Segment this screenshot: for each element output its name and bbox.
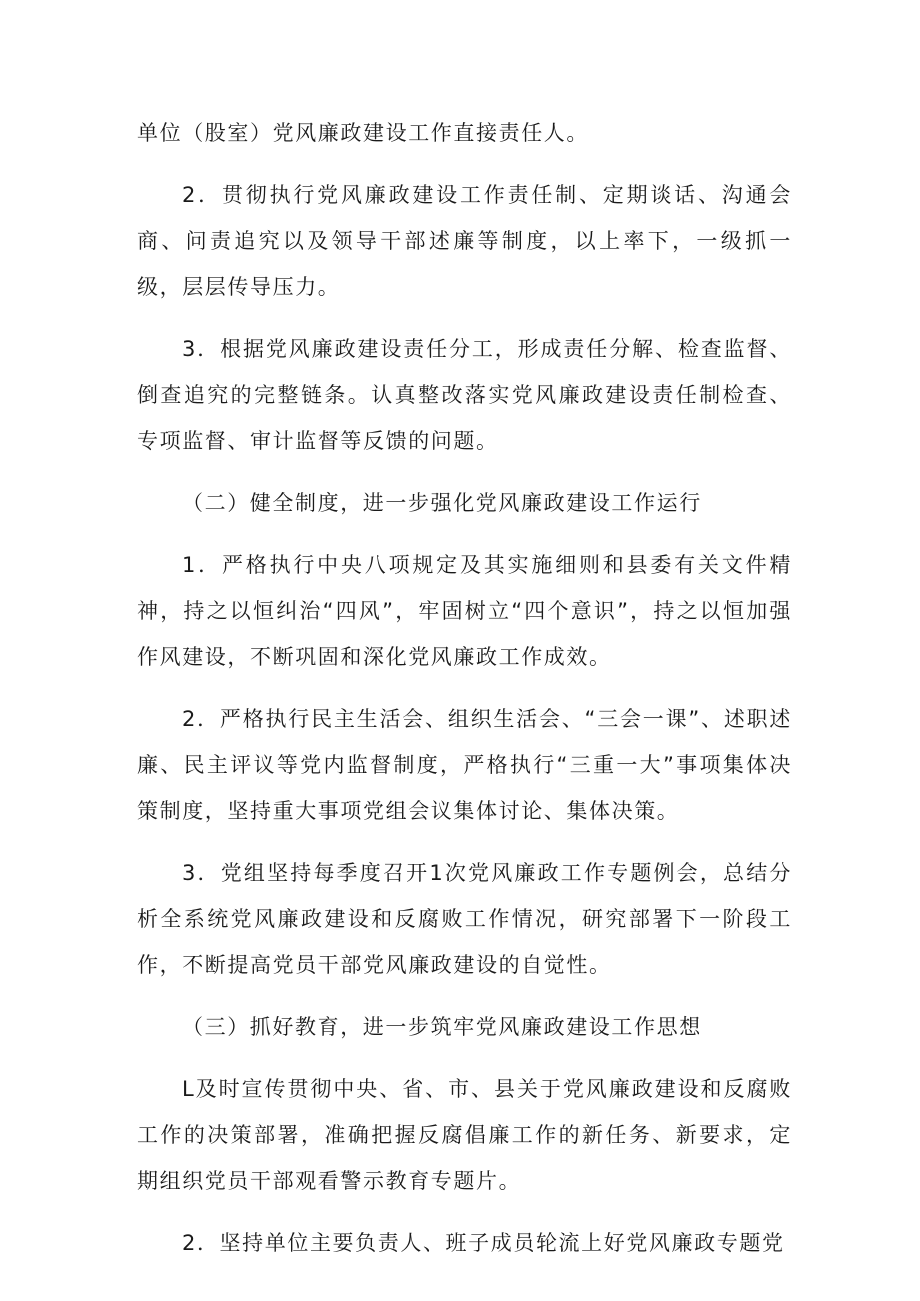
paragraph-item-2-supervision: 2．严格执行民主生活会、组织生活会、“三会一课”、述职述廉、民主评议等党内监督制度，严格执行“三重一大”事项集体决策制度，坚持重大事项党组会议集体讨论、集体决策。	[137, 707, 792, 823]
paragraph-item-2-responsibility: 2．贯彻执行党风廉政建设工作责任制、定期谈话、沟通会商、问责追究以及领导干部述廉等制度，以上率下，一级抓一级，层层传导压力。	[137, 183, 792, 299]
paragraph-item-3-quarterly-meeting: 3．党组坚持每季度召开1次党风廉政工作专题例会，总结分析全系统党风廉政建设和反腐败工作情况，研究部署下一阶段工作，不断提高党员干部党风廉政建设的自觉性。	[137, 861, 792, 977]
document-body	[137, 110, 792, 1282]
section-heading-2: （二）健全制度，进一步强化党风廉政建设工作运行	[182, 491, 702, 515]
paragraph-item-1-eight-rules: 1．严格执行中央八项规定及其实施细则和县委有关文件精神，持之以恒纠治“四风”，牢固树立“四个意识”，持之以恒加强作风建设，不断巩固和深化党风廉政工作成效。	[137, 553, 792, 669]
paragraph-item-2-lectures: 2．坚持单位主要负责人、班子成员轮流上好党风廉政专题党	[182, 1231, 785, 1255]
paragraph-item-3-division: 3．根据党风廉政建设责任分工，形成责任分解、检查监督、倒查追究的完整链条。认真整改落实党风廉政建设责任制检查、专项监督、审计监督等反馈的问题。	[137, 337, 792, 453]
paragraph-item-1-publicity: L及时宣传贯彻中央、省、市、县关于党风廉政建设和反腐败工作的决策部署，准确把握反腐倡廉工作的新任务、新要求，定期组织党员干部观看警示教育专题片。	[137, 1077, 792, 1193]
paragraph-continuation: 单位（股室）党风廉政建设工作直接责任人。	[137, 121, 589, 145]
section-heading-3: （三）抓好教育，进一步筑牢党风廉政建设工作思想	[182, 1015, 702, 1039]
